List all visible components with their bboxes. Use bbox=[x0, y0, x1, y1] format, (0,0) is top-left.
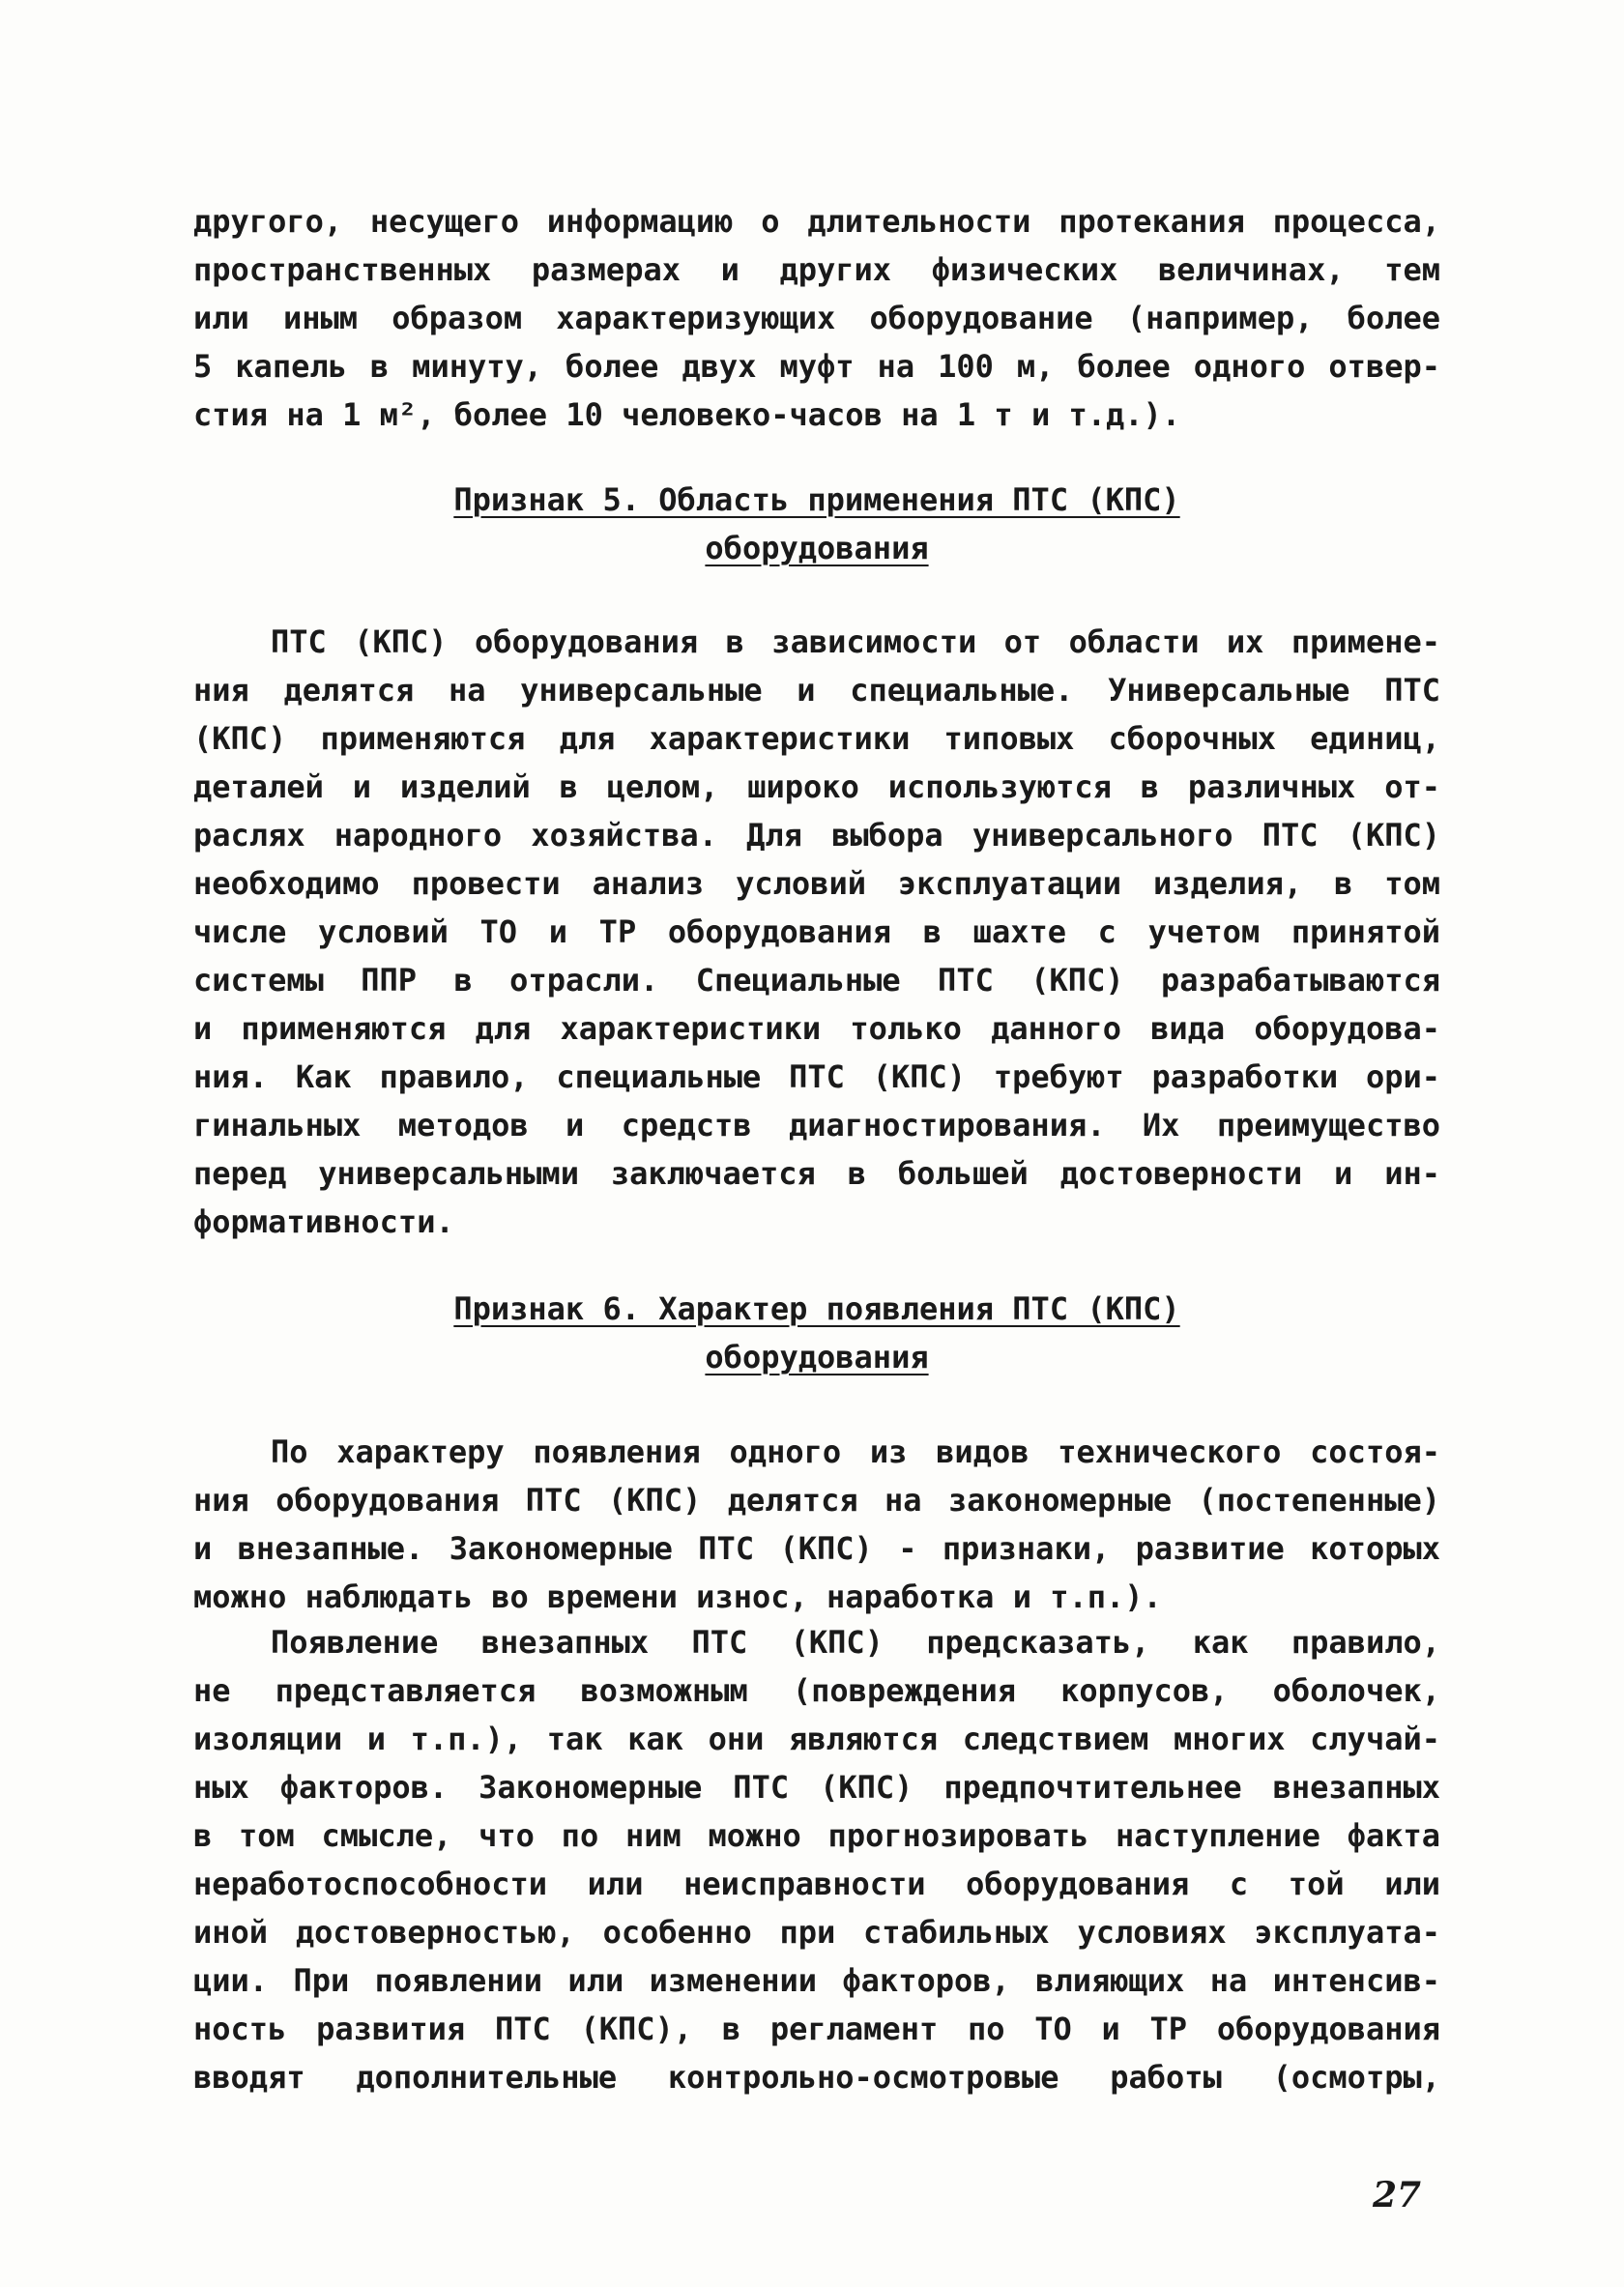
section6-heading-continued bbox=[193, 1334, 1440, 1380]
text-line: ПТС (КПС) оборудования в зависимости от области их примене- bbox=[271, 623, 1440, 660]
text-line: или иным образом характеризующих оборудование (например, более bbox=[193, 300, 1440, 336]
section5-heading-continued bbox=[193, 525, 1440, 571]
text-line: (КПС) применяются для характеристики типовых сборочных единиц, bbox=[193, 720, 1440, 757]
text-line: ных факторов. Закономерные ПТС (КПС) предпочтительнее внезапных bbox=[193, 1769, 1440, 1806]
text-line: иной достоверностью, особенно при стабильных условиях эксплуата- bbox=[193, 1914, 1440, 1951]
text-line: вводят дополнительные контрольно-осмотровые работы (осмотры, bbox=[193, 2059, 1440, 2096]
section5-heading-line1: Признак 5. Область применения ПТС (КПС) bbox=[453, 481, 1180, 518]
text-line: другого, несущего информацию о длительности протекания процесса, bbox=[193, 203, 1440, 240]
text-line: неработоспособности или неисправности оборудования с той или bbox=[193, 1866, 1440, 1902]
text-line: стия на 1 м², более 10 человеко-часов на 1 т и т.д.). bbox=[193, 396, 1181, 433]
text-line: не представляется возможным (повреждения корпусов, оболочек, bbox=[193, 1672, 1440, 1709]
text-line: перед универсальными заключается в большей достоверности и ин- bbox=[193, 1155, 1440, 1192]
text-line: необходимо провести анализ условий эксплуатации изделия, в том bbox=[193, 865, 1440, 902]
text-line: ния. Как правило, специальные ПТС (КПС) требуют разработки ори- bbox=[193, 1058, 1440, 1095]
text-line: деталей и изделий в целом, широко используются в различных от- bbox=[193, 768, 1440, 805]
text-line: ции. При появлении или изменении факторов, влияющих на интенсив- bbox=[193, 1962, 1440, 1999]
page-number: 27 bbox=[1373, 2175, 1422, 2215]
text-line: изоляции и т.п.), так как они являются следствием многих случай- bbox=[193, 1721, 1440, 1757]
text-line: пространственных размерах и других физических величинах, тем bbox=[193, 251, 1440, 288]
section5-heading-line2: оборудования bbox=[705, 530, 929, 566]
text-line: раслях народного хозяйства. Для выбора универсального ПТС (КПС) bbox=[193, 817, 1440, 854]
text-line: в том смысле, что по ним можно прогнозировать наступление факта bbox=[193, 1817, 1440, 1854]
section6-heading bbox=[193, 1286, 1440, 1332]
text-line: и внезапные. Закономерные ПТС (КПС) - признаки, развитие которых bbox=[193, 1530, 1440, 1567]
text-line: числе условий ТО и ТР оборудования в шахте с учетом принятой bbox=[193, 913, 1440, 950]
section6-heading-line2: оборудования bbox=[705, 1339, 929, 1375]
text-line: ность развития ПТС (КПС), в регламент по ТО и ТР оборудования bbox=[193, 2011, 1440, 2047]
text-line: ния делятся на универсальные и специальные. Универсальные ПТС bbox=[193, 672, 1440, 709]
text-line: и применяются для характеристики только данного вида оборудова- bbox=[193, 1010, 1440, 1047]
text-line: Появление внезапных ПТС (КПС) предсказать, как правило, bbox=[271, 1624, 1440, 1661]
text-line: ния оборудования ПТС (КПС) делятся на закономерные (постепенные) bbox=[193, 1482, 1440, 1519]
text-line: гинальных методов и средств диагностирования. Их преимущество bbox=[193, 1107, 1440, 1144]
section5-heading bbox=[193, 477, 1440, 523]
section6-heading-line1: Признак 6. Характер появления ПТС (КПС) bbox=[453, 1290, 1180, 1327]
text-line: системы ППР в отрасли. Специальные ПТС (КПС) разрабатываются bbox=[193, 962, 1440, 999]
text-line: можно наблюдать во времени износ, наработка и т.п.). bbox=[193, 1578, 1162, 1615]
text-line: формативности. bbox=[193, 1203, 454, 1240]
text-line: 5 капель в минуту, более двух муфт на 100 м, более одного отвер- bbox=[193, 348, 1440, 385]
text-line: По характеру появления одного из видов технического состоя- bbox=[271, 1433, 1440, 1470]
